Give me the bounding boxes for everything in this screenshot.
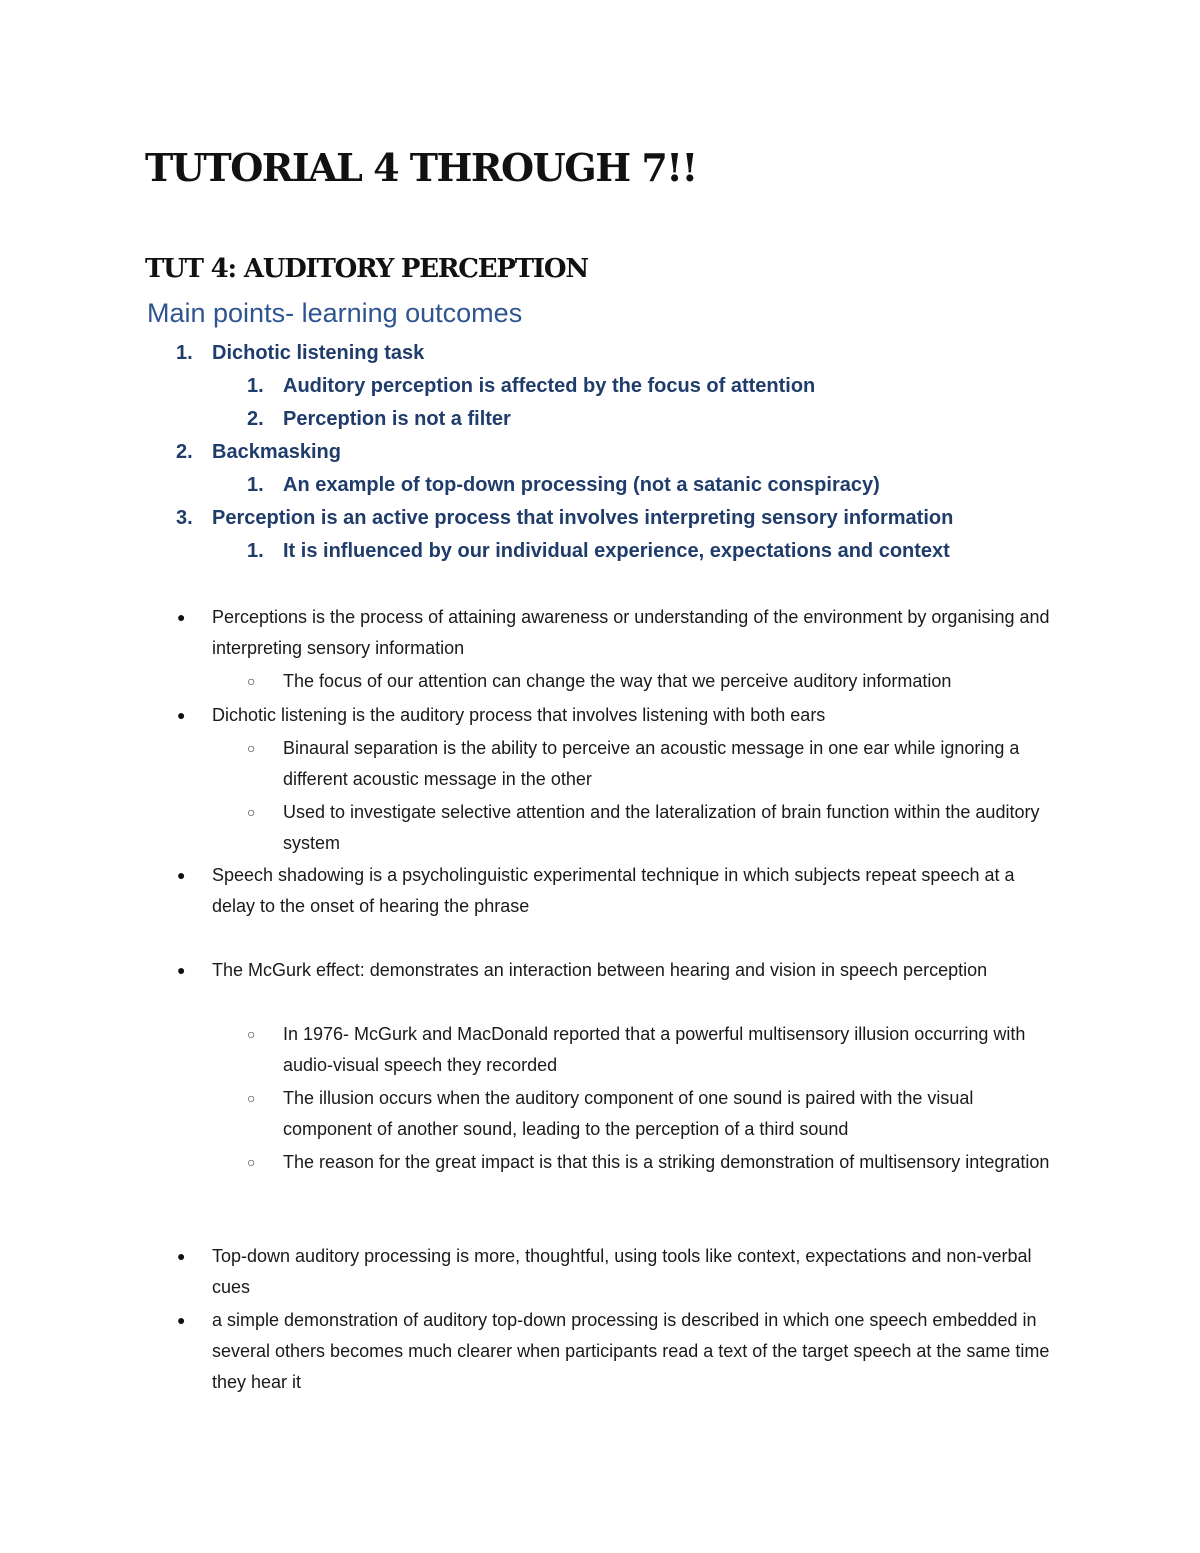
bullet-text: Dichotic listening is the auditory process that involves listening with both ears <box>212 705 826 725</box>
sub-bullet-icon: ○ <box>247 1154 256 1170</box>
bullet-item <box>177 1305 1062 1398</box>
bullet-text: Speech shadowing is a psycholinguistic experimental technique in which subjects repeat speech at a delay to the onset of hearing the phrase <box>212 865 1015 916</box>
sub-bullet-item <box>247 666 1063 697</box>
list-number: 1. <box>247 474 264 496</box>
sub-bullet-item <box>247 733 1063 795</box>
bullet-icon: ● <box>177 1248 186 1264</box>
bullet-item <box>177 1241 1062 1303</box>
list-item-text: Perception is an active process that involves interpreting sensory information <box>212 507 954 529</box>
list-item <box>247 536 950 566</box>
bullet-item <box>177 602 1062 664</box>
sub-bullet-icon: ○ <box>247 1090 256 1106</box>
bullet-item <box>177 700 1062 731</box>
list-number: 1. <box>247 540 264 562</box>
bullet-text: Perceptions is the process of attaining awareness or understanding of the environment by organising and interpreting sensory information <box>212 607 1050 658</box>
sub-bullet-icon: ○ <box>247 673 256 689</box>
subheading: Main points- learning outcomes <box>147 298 523 328</box>
sub-bullet-item <box>247 1147 1063 1178</box>
list-item-text: An example of top-down processing (not a satanic conspiracy) <box>283 474 880 496</box>
bullet-icon: ● <box>177 609 186 625</box>
bullet-text: The focus of our attention can change the way that we perceive auditory information <box>283 671 952 691</box>
list-item <box>247 404 511 434</box>
section-heading: TUT 4: AUDITORY PERCEPTION <box>145 254 588 284</box>
list-item <box>176 437 341 467</box>
list-item <box>247 470 880 500</box>
bullet-text: The illusion occurs when the auditory component of one sound is paired with the visual component of another sound, leading to the perception of a third sound <box>283 1088 974 1139</box>
list-number: 3. <box>176 507 193 529</box>
bullet-icon: ● <box>177 962 186 978</box>
bullet-text: In 1976- McGurk and MacDonald reported that a powerful multisensory illusion occurring with audio-visual speech they recorded <box>283 1024 1026 1075</box>
bullet-text: Used to investigate selective attention and the lateralization of brain function within the auditory system <box>283 802 1040 853</box>
list-item-text: Backmasking <box>212 441 341 463</box>
sub-bullet-icon: ○ <box>247 740 256 756</box>
bullet-text: Top-down auditory processing is more, thoughtful, using tools like context, expectations and non-verbal cues <box>212 1246 1032 1297</box>
list-item-text: Perception is not a filter <box>283 408 511 430</box>
sub-bullet-item <box>247 1083 1063 1145</box>
sub-bullet-icon: ○ <box>247 804 256 820</box>
list-number: 2. <box>176 441 193 463</box>
bullet-item <box>177 860 1062 922</box>
list-number: 2. <box>247 408 264 430</box>
list-item-text: It is influenced by our individual experience, expectations and context <box>283 540 950 562</box>
sub-bullet-item <box>247 1019 1063 1081</box>
list-number: 1. <box>247 375 264 397</box>
bullet-text: The McGurk effect: demonstrates an interaction between hearing and vision in speech perception <box>212 960 988 980</box>
sub-bullet-item <box>247 797 1063 859</box>
document-title: TUTORIAL 4 THROUGH 7!! <box>145 145 697 190</box>
bullet-text: The reason for the great impact is that this is a striking demonstration of multisensory integration <box>283 1152 1050 1172</box>
bullet-icon: ● <box>177 867 186 883</box>
sub-bullet-icon: ○ <box>247 1026 256 1042</box>
list-item-text: Dichotic listening task <box>212 342 425 364</box>
bullet-icon: ● <box>177 707 186 723</box>
list-item <box>176 338 425 368</box>
list-item <box>247 371 816 401</box>
list-number: 1. <box>176 342 193 364</box>
bullet-text: Binaural separation is the ability to perceive an acoustic message in one ear while ignoring a different acoustic message in the other <box>283 738 1020 789</box>
bullet-item <box>177 955 1062 986</box>
list-item <box>176 503 954 533</box>
bullet-icon: ● <box>177 1312 186 1328</box>
list-item-text: Auditory perception is affected by the focus of attention <box>283 375 816 397</box>
bullet-text: a simple demonstration of auditory top-down processing is described in which one speech embedded in several others becomes much clearer when participants read a text of the target speech at the same time they hear it <box>212 1310 1050 1392</box>
